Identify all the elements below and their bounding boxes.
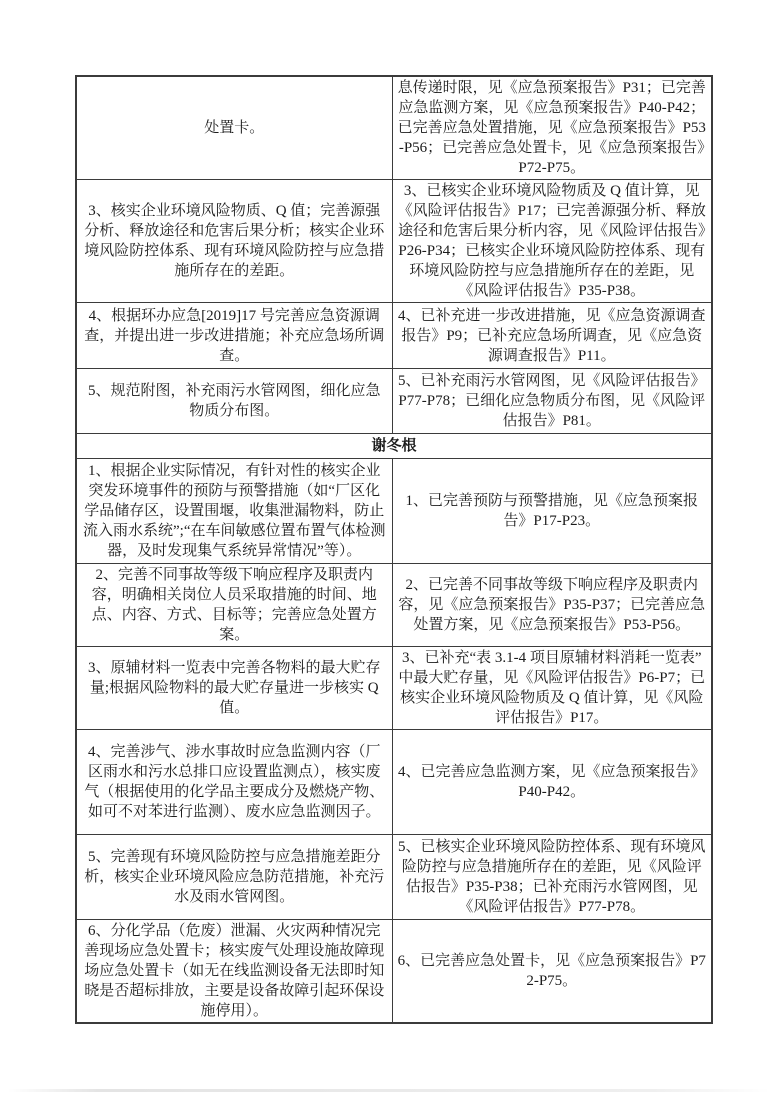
response-cell: 4、已补充进一步改进措施，见《应急资源调查报告》P9；已补充应急场所调查，见《应急资源调查报告》P11。 [392, 303, 712, 369]
scan-artifact-line [8, 1089, 770, 1092]
response-cell: 2、已完善不同事故等级下响应程序及职责内容，见《应急预案报告》P35-P37；已完善应急处置方案，见《应急预案报告》P53-P56。 [392, 564, 712, 647]
table-row [76, 564, 712, 647]
table-row [76, 730, 712, 835]
opinion-cell: 处置卡。 [76, 76, 392, 180]
opinion-cell: 5、规范附图，补充雨污水管网图，细化应急物质分布图。 [76, 369, 392, 434]
response-cell: 1、已完善预防与预警措施，见《应急预案报告》P17-P23。 [392, 459, 712, 564]
table-row [76, 647, 712, 730]
expert-header-row [76, 434, 712, 459]
opinion-cell: 3、核实企业环境风险物质、Q 值；完善源强分析、释放途径和危害后果分析；核实企业环境风险防控体系、现有环境风险防控与应急措施所存在的差距。 [76, 180, 392, 303]
response-cell: 3、已核实企业环境风险物质及 Q 值计算，见《风险评估报告》P17；已完善源强分析、释放途径和危害后果分析内容，见《风险评估报告》P26-P34；已核实企业环境风险防控体系、现有环境风险防控与应急措施所存在的差距，见《风险评估报告》P35-P38。 [392, 180, 712, 303]
response-cell: 4、已完善应急监测方案，见《应急预案报告》P40-P42。 [392, 730, 712, 835]
table-row [76, 180, 712, 303]
response-cell: 3、已补充“表 3.1-4 项目原辅材料消耗一览表”中最大贮存量，见《风险评估报告》P6-P7；已核实企业环境风险物质及 Q 值计算，见《风险评估报告》P17。 [392, 647, 712, 730]
response-cell: 息传递时限，见《应急预案报告》P31；已完善应急监测方案，见《应急预案报告》P40-P42；已完善应急处置措施，见《应急预案报告》P53-P56；已完善应急处置卡，见《应急预案报告》P72-P75。 [392, 76, 712, 180]
table-row [76, 920, 712, 1024]
table-row [76, 369, 712, 434]
review-table [75, 75, 713, 1024]
opinion-cell: 6、分化学品（危废）泄漏、火灾两种情况完善现场应急处置卡；核实废气处理设施故障现场应急处置卡（如无在线监测设备无法即时知晓是否超标排放，主要是设备故障引起环保设施停用）。 [76, 920, 392, 1024]
response-cell: 6、已完善应急处置卡，见《应急预案报告》P72-P75。 [392, 920, 712, 1024]
table-row [76, 835, 712, 920]
opinion-cell: 3、原辅材料一览表中完善各物料的最大贮存量;根据风险物料的最大贮存量进一步核实 Q 值。 [76, 647, 392, 730]
opinion-cell: 4、完善涉气、涉水事故时应急监测内容（厂区雨水和污水总排口应设置监测点），核实废气（根据使用的化学品主要成分及燃烧产物、如可不对苯进行监测）、废水应急监测因子。 [76, 730, 392, 835]
opinion-cell: 5、完善现有环境风险防控与应急措施差距分析，核实企业环境风险应急防范措施，补充污水及雨水管网图。 [76, 835, 392, 920]
opinion-cell: 1、根据企业实际情况，有针对性的核实企业突发环境事件的预防与预警措施（如“厂区化学品储存区，设置围堰，收集泄漏物料，防止流入雨水系统”;“在车间敏感位置布置气体检测器，及时发现集气系统异常情况”等）。 [76, 459, 392, 564]
expert-name-header: 谢冬根 [76, 434, 712, 459]
opinion-cell: 4、根据环办应急[2019]17 号完善应急资源调查，并提出进一步改进措施；补充应急场所调查。 [76, 303, 392, 369]
table-row [76, 76, 712, 180]
table-row [76, 303, 712, 369]
opinion-cell: 2、完善不同事故等级下响应程序及职责内容，明确相关岗位人员采取措施的时间、地点、内容、方式、目标等；完善应急处置方案。 [76, 564, 392, 647]
response-cell: 5、已核实企业环境风险防控体系、现有环境风险防控与应急措施所存在的差距，见《风险评估报告》P35-P38；已补充雨污水管网图，见《风险评估报告》P77-P78。 [392, 835, 712, 920]
response-cell: 5、已补充雨污水管网图，见《风险评估报告》P77-P78；已细化应急物质分布图，见《风险评估报告》P81。 [392, 369, 712, 434]
table-row [76, 459, 712, 564]
